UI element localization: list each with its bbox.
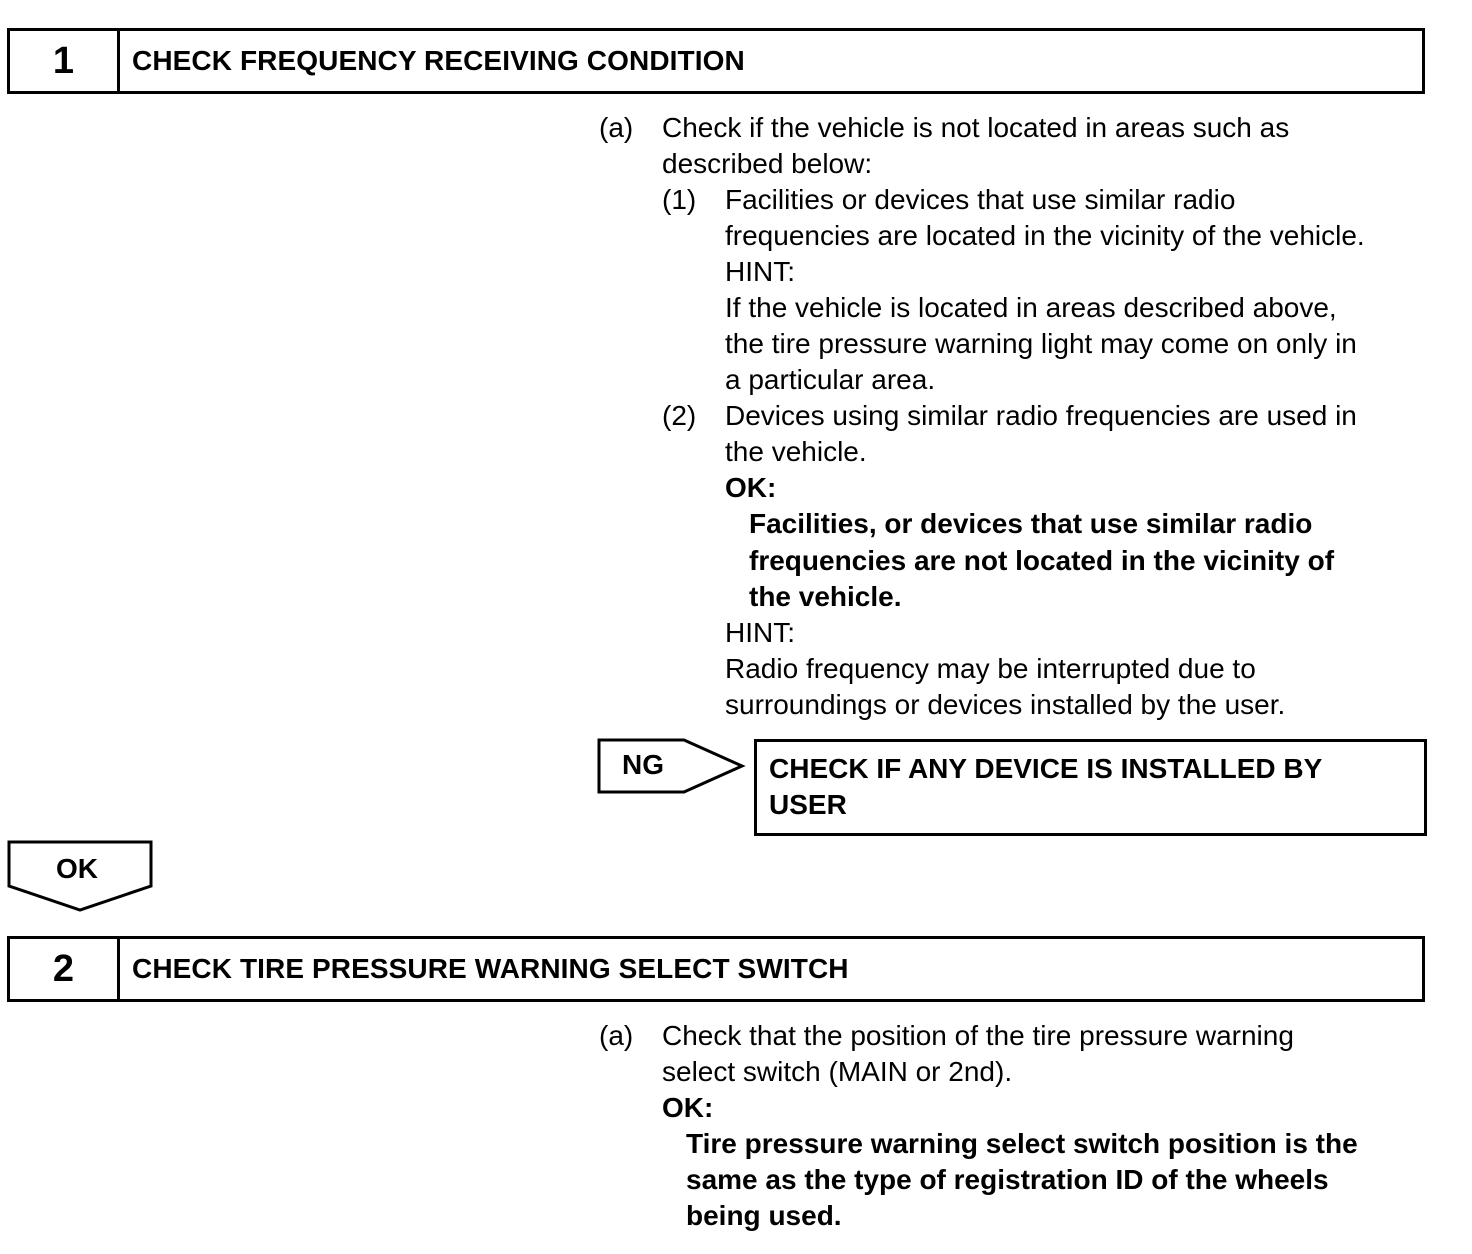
step-1-hint-2-label: HINT: <box>725 617 795 648</box>
step-1-hint-2-line-1: Radio frequency may be interrupted due to <box>725 653 1256 684</box>
step-2-a-line-2: select switch (MAIN or 2nd). <box>662 1056 1013 1087</box>
step-1-item-1-line-2: frequencies are located in the vicinity of the vehicle. <box>725 220 1365 251</box>
step-2-number: 2 <box>10 939 120 999</box>
step-2-header <box>7 936 1425 1002</box>
step-1-ok-line-1: Facilities, or devices that use similar radio <box>749 508 1313 539</box>
step-1-number: 1 <box>10 31 120 91</box>
ng-result-box <box>754 739 1427 836</box>
step-1-a-line-2: described below: <box>662 148 873 179</box>
step-2-a-line-1: Check that the position of the tire pressure warning <box>662 1020 1294 1051</box>
step-2-ok-line-3: being used. <box>686 1200 842 1231</box>
step-2-title: CHECK TIRE PRESSURE WARNING SELECT SWITCH <box>132 953 849 984</box>
step-1-a-line-1: Check if the vehicle is not located in areas such as <box>662 112 1290 143</box>
step-2-ok-line-1: Tire pressure warning select switch position is the <box>686 1128 1358 1159</box>
step-1-item-2-marker: (2) <box>662 400 697 431</box>
step-1-header <box>7 28 1425 94</box>
step-1-item-2-line-2: the vehicle. <box>725 436 867 467</box>
step-1-title: CHECK FREQUENCY RECEIVING CONDITION <box>132 45 745 76</box>
step-2-ok-label: OK: <box>662 1092 714 1123</box>
step-1-item-2-line-1: Devices using similar radio frequencies are used in <box>725 400 1357 431</box>
step-1-a-marker: (a) <box>599 112 634 143</box>
step-1-hint-1-line-2: the tire pressure warning light may come on only in <box>725 328 1357 359</box>
step-1-hint-1-line-3: a particular area. <box>725 364 936 395</box>
step-1-ok-label: OK: <box>725 472 777 503</box>
step-1-item-1-line-1: Facilities or devices that use similar radio <box>725 184 1236 215</box>
ng-result-line-1: CHECK IF ANY DEVICE IS INSTALLED BY <box>769 753 1323 784</box>
ng-result-line-2: USER <box>769 789 847 820</box>
ng-label: NG <box>622 749 664 780</box>
ok-arrow-label: OK <box>56 853 98 884</box>
step-1-hint-1-line-1: If the vehicle is located in areas described above, <box>725 292 1337 323</box>
step-1-hint-2-line-2: surroundings or devices installed by the user. <box>725 689 1286 720</box>
step-1-ok-line-3: the vehicle. <box>749 581 902 612</box>
ng-arrow-icon <box>596 737 748 795</box>
step-1-ok-line-2: frequencies are not located in the vicinity of <box>749 545 1335 576</box>
step-1-hint-1-label: HINT: <box>725 256 795 287</box>
step-1-item-1-marker: (1) <box>662 184 697 215</box>
step-2-ok-line-2: same as the type of registration ID of the wheels <box>686 1164 1329 1195</box>
step-2-a-marker: (a) <box>599 1020 634 1051</box>
